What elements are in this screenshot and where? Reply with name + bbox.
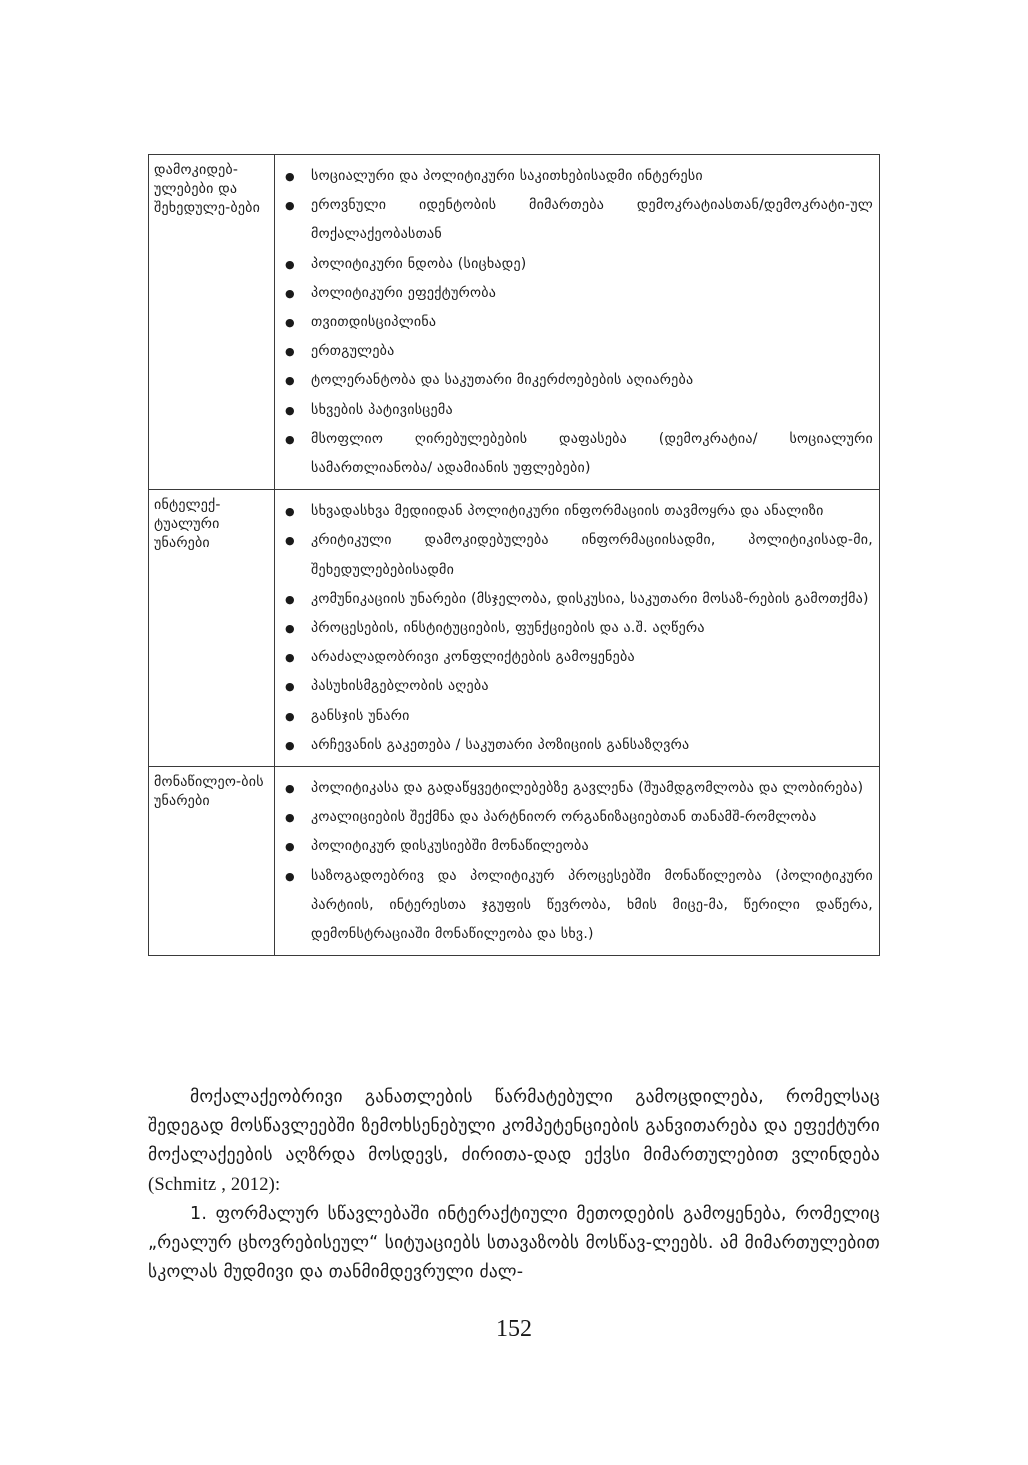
table-row [149, 155, 880, 490]
list-item: ● პოლიტიკური ეფექტურობა [275, 279, 873, 308]
list-item: ● საზოგადოებრივ და პოლიტიკურ პროცესებში მონაწილეობა (პოლიტიკური პარტიის, ინტერესთა ჯგუფის წევრობა, ხმის მიცე-მა, წერილი დაწერა, დემონსტრაციაში მონაწილეობა და სხვ.) [275, 862, 873, 950]
list-item: ● მსოფლიო ღირებულებების დაფასება (დემოკრატია/ სოციალური სამართლიანობა/ ადამიანის უფლებები) [275, 425, 873, 483]
paragraph: მოქალაქეობრივი განათლების წარმატებული გამოცდილება, რომელსაც შედეგად მოსწავლეებში ზემოხსენებული კომპეტენციების განვითარება და ეფექტური მოქალაქეების აღზრდა მოსდევს, ძირითა-დად ექვსი მიმართულებით ვლინდება (Schmitz , 2012): [148, 1087, 880, 1195]
list-item: ● პოლიტიკურ დისკუსიებში მონაწილეობა [275, 832, 873, 861]
list-item: ● თვითდისციპლინა [275, 308, 873, 337]
bullet-icon: ● [285, 840, 295, 854]
list-item: ● კოალიციების შექმნა და პარტნიორ ორგანიზაციებთან თანამშ-რომლობა [275, 803, 873, 832]
bullet-icon: ● [285, 374, 295, 388]
category-label: დამოკიდებ-ულებები და შეხედულე-ბები [154, 162, 261, 216]
list-item: ● განსჯის უნარი [275, 702, 873, 731]
body-text [148, 1083, 880, 1287]
category-cell [149, 155, 275, 490]
bullet-icon: ● [285, 432, 295, 446]
page-number: 152 [496, 1316, 532, 1342]
list-item: ● კომუნიკაციის უნარები (მსჯელობა, დისკუსია, საკუთარი მოსაზ-რების გამოთქმა) [275, 585, 873, 614]
list-item: ● სხვების პატივისცემა [275, 396, 873, 425]
category-label: მონაწილეო-ბის უნარები [154, 774, 264, 810]
table-row [149, 767, 880, 956]
bullet-icon: ● [285, 811, 295, 825]
list-item: ● ერთგულება [275, 337, 873, 366]
bullet-icon: ● [285, 709, 295, 723]
bullet-icon: ● [285, 403, 295, 417]
list-item: ● სოციალური და პოლიტიკური საკითხებისადმი ინტერესი [275, 162, 873, 191]
bullet-icon: ● [285, 170, 295, 183]
list-item: ● პასუხისმგებლობის აღება [275, 672, 873, 701]
item-list [275, 767, 879, 955]
bullet-icon: ● [285, 316, 295, 330]
list-item: ● სხვადასხვა მედიიდან პოლიტიკური ინფორმაციის თავმოყრა და ანალიზი [275, 497, 873, 526]
bullet-icon: ● [285, 738, 295, 752]
list-item: ● ტოლერანტობა და საკუთარი მიკერძოებების აღიარება [275, 366, 873, 395]
bullet-icon: ● [285, 680, 295, 694]
bullet-icon: ● [285, 622, 295, 636]
list-item: ● არაძალადობრივი კონფლიქტების გამოყენება [275, 643, 873, 672]
bullet-icon: ● [285, 286, 295, 300]
bullet-icon: ● [285, 651, 295, 665]
list-item: ● პროცესების, ინსტიტუციების, ფუნქციების და ა.შ. აღწერა [275, 614, 873, 643]
list-item: ● პოლიტიკასა და გადაწყვეტილებებზე გავლენა (შუამდგომლობა და ლობირება) [275, 774, 873, 803]
items-cell [275, 155, 880, 490]
list-item: ● არჩევანის გაკეთება / საკუთარი პოზიციის განსაზღვრა [275, 731, 873, 760]
item-list [275, 155, 879, 489]
bullet-icon: ● [285, 592, 295, 606]
category-label: ინტელექ-ტუალური უნარები [154, 497, 221, 552]
list-item: ● ეროვნული იდენტობის მიმართება დემოკრატიასთან/დემოკრატი-ულ მოქალაქეობასთან [275, 191, 873, 249]
bullet-icon: ● [285, 505, 295, 519]
bullet-icon: ● [285, 534, 295, 548]
category-cell [149, 490, 275, 767]
competencies-table [148, 154, 880, 956]
list-item: ● კრიტიკული დამოკიდებულება ინფორმაციისადმი, პოლიტიკისად-მი, შეხედულებებისადმი [275, 526, 873, 584]
citation: (Schmitz , 2012): [148, 1174, 281, 1195]
bullet-icon: ● [285, 199, 295, 213]
bullet-icon: ● [285, 782, 295, 796]
list-item: ● პოლიტიკური ნდობა (სიცხადე) [275, 250, 873, 279]
paragraph: 1. ფორმალურ სწავლებაში ინტერაქტიული მეთოდების გამოყენება, რომელიც „რეალურ ცხოვრებისეულ“ სიტუაციებს სთავაზობს მოსწავ-ლეებს. ამ მიმართულებით სკოლას მუდმივი და თანმიმდევრული ძალ- [148, 1203, 880, 1283]
items-cell [275, 490, 880, 767]
bullet-icon: ● [285, 869, 295, 883]
item-list [275, 490, 879, 766]
bullet-icon: ● [285, 257, 295, 271]
table-row [149, 490, 880, 767]
bullet-icon: ● [285, 345, 295, 359]
category-cell [149, 767, 275, 956]
items-cell [275, 767, 880, 956]
